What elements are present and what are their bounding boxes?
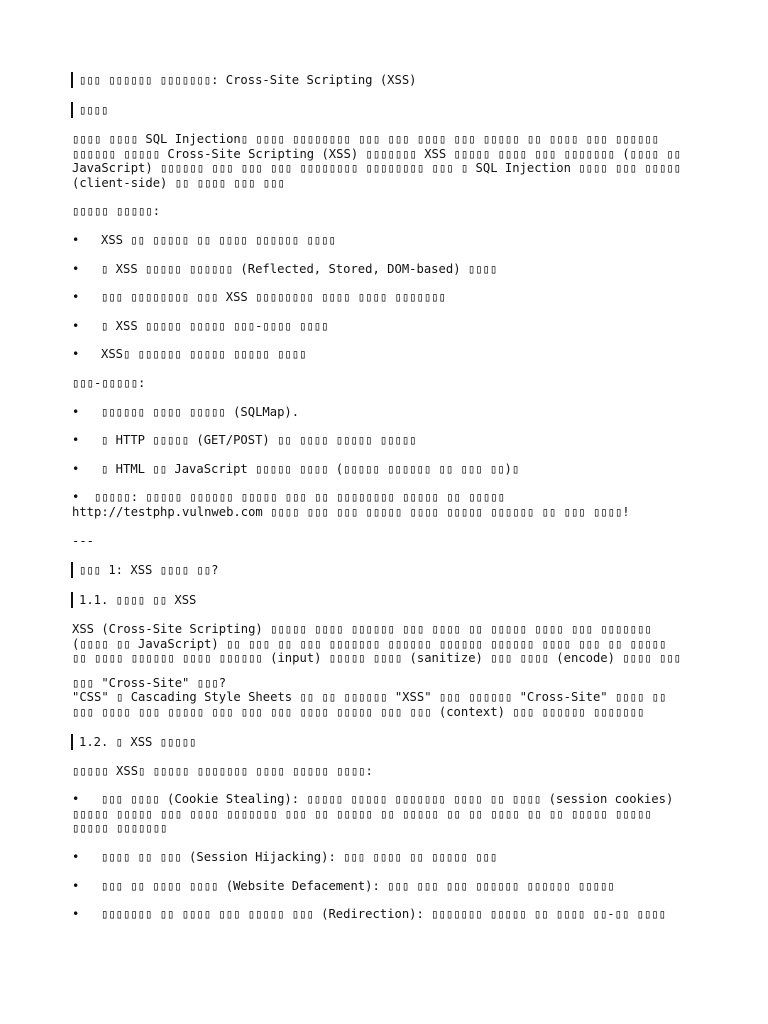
definition-paragraph: XSS (Cross-Site Scripting) ▯▯▯▯▯ ▯▯▯▯ ▯▯▯▯▯▯ ▯▯▯ ▯▯▯▯ ▯▯ ▯▯▯▯▯ ▯▯▯▯ ▯▯▯ ▯▯▯▯▯▯▯ (▯▯▯▯ ▯▯ JavaScript) ▯▯ ▯▯▯ ▯▯ ▯▯▯ ▯▯▯▯▯▯▯ ▯▯▯▯▯▯ ▯▯▯▯▯▯ ▯▯▯▯▯▯ ▯▯▯▯ ▯▯▯ ▯▯ ▯▯▯▯▯ ▯▯ ▯▯▯▯ ▯▯▯▯▯▯ ▯▯▯▯ ▯▯▯▯▯▯ (input) ▯▯▯▯▯ ▯▯▯▯ (sanitize) ▯▯▯ ▯▯▯▯ (encode) ▯▯▯▯ ▯▯▯	[72, 622, 682, 666]
list-item-continuation: ▯▯▯▯▯ ▯▯▯▯▯ ▯▯▯ ▯▯▯▯ ▯▯▯▯▯▯▯ ▯▯▯ ▯▯ ▯▯▯▯▯ ▯▯ ▯▯▯▯▯ ▯▯ ▯▯ ▯▯▯▯ ▯▯ ▯▯ ▯▯▯▯▯ ▯▯▯▯▯ ▯▯▯▯▯ ▯▯▯▯▯▯▯	[72, 806, 652, 836]
bullet-icon: •	[72, 261, 80, 276]
subsection-heading-1-2: 1.2. ▯ XSS ▯▯▯▯▯	[71, 734, 700, 750]
list-item: • ▯▯▯▯▯▯▯ ▯▯ ▯▯▯▯ ▯▯▯ ▯▯▯▯▯ ▯▯▯ (Redirection): ▯▯▯▯▯▯▯ ▯▯▯▯▯ ▯▯ ▯▯▯▯ ▯▯-▯▯ ▯▯▯▯	[72, 907, 666, 922]
bullet-icon: •	[72, 318, 80, 333]
note-block	[72, 490, 700, 519]
goals-list	[72, 233, 700, 362]
bullet-icon: •	[72, 461, 80, 476]
effects-label: ▯▯▯▯▯ XSS▯ ▯▯▯▯▯ ▯▯▯▯▯▯▯ ▯▯▯▯ ▯▯▯▯▯ ▯▯▯▯:	[72, 763, 373, 778]
list-item: • ▯▯▯ ▯▯▯▯▯▯▯▯ ▯▯▯ XSS ▯▯▯▯▯▯▯▯ ▯▯▯▯ ▯▯▯▯ ▯▯▯▯▯▯▯	[72, 290, 446, 305]
list-item: • ▯ XSS ▯▯▯▯▯ ▯▯▯▯▯▯ (Reflected, Stored, DOM-based) ▯▯▯▯	[72, 261, 498, 276]
bullet-icon: •	[72, 290, 80, 305]
list-item: • ▯▯▯ ▯▯ ▯▯▯▯ ▯▯▯▯ (Website Defacement): ▯▯▯ ▯▯▯ ▯▯▯ ▯▯▯▯▯▯ ▯▯▯▯▯▯ ▯▯▯▯▯	[72, 878, 615, 893]
separator: ---	[72, 533, 95, 548]
why-cross-site-paragraph: ▯▯▯ "Cross-Site" ▯▯▯? "CSS" ▯ Cascading Style Sheets ▯▯ ▯▯ ▯▯▯▯▯▯ "XSS" ▯▯▯ ▯▯▯▯▯▯ "Cross-Site" ▯▯▯▯ ▯▯ ▯▯▯ ▯▯▯▯ ▯▯▯ ▯▯▯▯▯ ▯▯▯ ▯▯▯ ▯▯▯ ▯▯▯▯ ▯▯▯▯▯ ▯▯▯ ▯▯▯ (context) ▯▯▯ ▯▯▯▯▯▯ ▯▯▯▯▯▯▯	[72, 675, 667, 720]
bullet-icon: •	[72, 347, 80, 362]
list-item: • ▯▯▯▯ ▯▯ ▯▯▯ (Session Hijacking): ▯▯▯ ▯▯▯▯ ▯▯ ▯▯▯▯▯ ▯▯▯	[72, 850, 498, 865]
bullet-icon: •	[72, 433, 80, 448]
list-item: • ▯▯▯ ▯▯▯▯ (Cookie Stealing): ▯▯▯▯▯ ▯▯▯▯▯ ▯▯▯▯▯▯▯ ▯▯▯▯ ▯▯ ▯▯▯▯ (session cookies) ▯▯▯▯▯ ▯▯▯▯▯ ▯▯▯ ▯▯▯▯ ▯▯▯▯▯▯▯ ▯▯▯ ▯▯ ▯▯▯▯▯ ▯▯ ▯▯▯▯▯ ▯▯ ▯▯ ▯▯▯▯ ▯▯ ▯▯ ▯▯▯▯▯ ▯▯▯▯▯ ▯▯▯▯▯ ▯▯▯▯▯▯▯	[72, 792, 700, 836]
bullet-icon: •	[72, 232, 80, 247]
bullet-icon: •	[72, 404, 80, 419]
bullet-icon: •	[72, 850, 80, 865]
bullet-icon: •	[72, 792, 80, 807]
prereq-list	[72, 405, 700, 477]
list-item: • ▯ HTTP ▯▯▯▯▯ (GET/POST) ▯▯ ▯▯▯▯ ▯▯▯▯▯ ▯▯▯▯▯	[72, 433, 417, 448]
note-url-line: http://testphp.vulnweb.com ▯▯▯▯ ▯▯▯ ▯▯▯ ▯▯▯▯▯ ▯▯▯▯ ▯▯▯▯▯ ▯▯▯▯▯▯ ▯▯ ▯▯▯ ▯▯▯▯!	[72, 504, 630, 519]
section-heading-intro: ▯▯▯▯	[71, 102, 700, 118]
prereq-label: ▯▯▯-▯▯▯▯▯:	[72, 375, 146, 390]
effects-list	[72, 792, 700, 922]
document-page	[72, 70, 700, 922]
bullet-icon: •	[72, 878, 80, 893]
list-item: • ▯▯▯▯▯▯ ▯▯▯▯ ▯▯▯▯▯ (SQLMap).	[72, 404, 300, 419]
goals-label: ▯▯▯▯▯ ▯▯▯▯▯:	[72, 204, 161, 219]
intro-paragraph: ▯▯▯▯ ▯▯▯▯ SQL Injection▯ ▯▯▯▯ ▯▯▯▯▯▯▯▯ ▯▯▯ ▯▯▯ ▯▯▯▯ ▯▯▯ ▯▯▯▯▯ ▯▯ ▯▯▯▯ ▯▯▯ ▯▯▯▯▯▯ ▯▯▯▯▯▯ ▯▯▯▯▯ Cross-Site Scripting (XSS) ▯▯▯▯▯▯▯ XSS ▯▯▯▯▯ ▯▯▯▯ ▯▯▯ ▯▯▯▯▯▯▯ (▯▯▯▯ ▯▯ JavaScript) ▯▯▯▯▯▯ ▯▯▯ ▯▯▯ ▯▯▯ ▯▯▯▯▯▯▯▯ ▯▯▯▯▯▯▯▯ ▯▯▯ ▯ SQL Injection ▯▯▯▯ ▯▯▯ ▯▯▯▯▯ (client-side) ▯▯ ▯▯▯▯ ▯▯▯ ▯▯▯	[72, 132, 682, 190]
subsection-heading-1-1: 1.1. ▯▯▯▯ ▯▯ XSS	[71, 592, 700, 608]
document-title: ▯▯▯ ▯▯▯▯▯▯ ▯▯▯▯▯▯▯: Cross-Site Scripting (XSS)	[71, 72, 700, 88]
list-item: • ▯ XSS ▯▯▯▯▯ ▯▯▯▯▯ ▯▯▯-▯▯▯▯ ▯▯▯▯	[72, 318, 329, 333]
note-line: • ▯▯▯▯▯: ▯▯▯▯▯ ▯▯▯▯▯▯ ▯▯▯▯▯ ▯▯▯ ▯▯ ▯▯▯▯▯▯▯▯ ▯▯▯▯▯ ▯▯ ▯▯▯▯▯	[72, 490, 505, 505]
list-item: • XSS ▯▯ ▯▯▯▯▯ ▯▯ ▯▯▯▯ ▯▯▯▯▯▯ ▯▯▯▯	[72, 232, 336, 247]
section-heading-part1: ▯▯▯ 1: XSS ▯▯▯▯ ▯▯?	[71, 562, 700, 578]
list-item: • XSS▯ ▯▯▯▯▯▯ ▯▯▯▯▯ ▯▯▯▯▯ ▯▯▯▯	[72, 347, 307, 362]
list-item: • ▯ HTML ▯▯ JavaScript ▯▯▯▯▯ ▯▯▯▯ (▯▯▯▯▯ ▯▯▯▯▯▯ ▯▯ ▯▯▯ ▯▯)▯	[72, 461, 520, 476]
bullet-icon: •	[72, 907, 80, 922]
